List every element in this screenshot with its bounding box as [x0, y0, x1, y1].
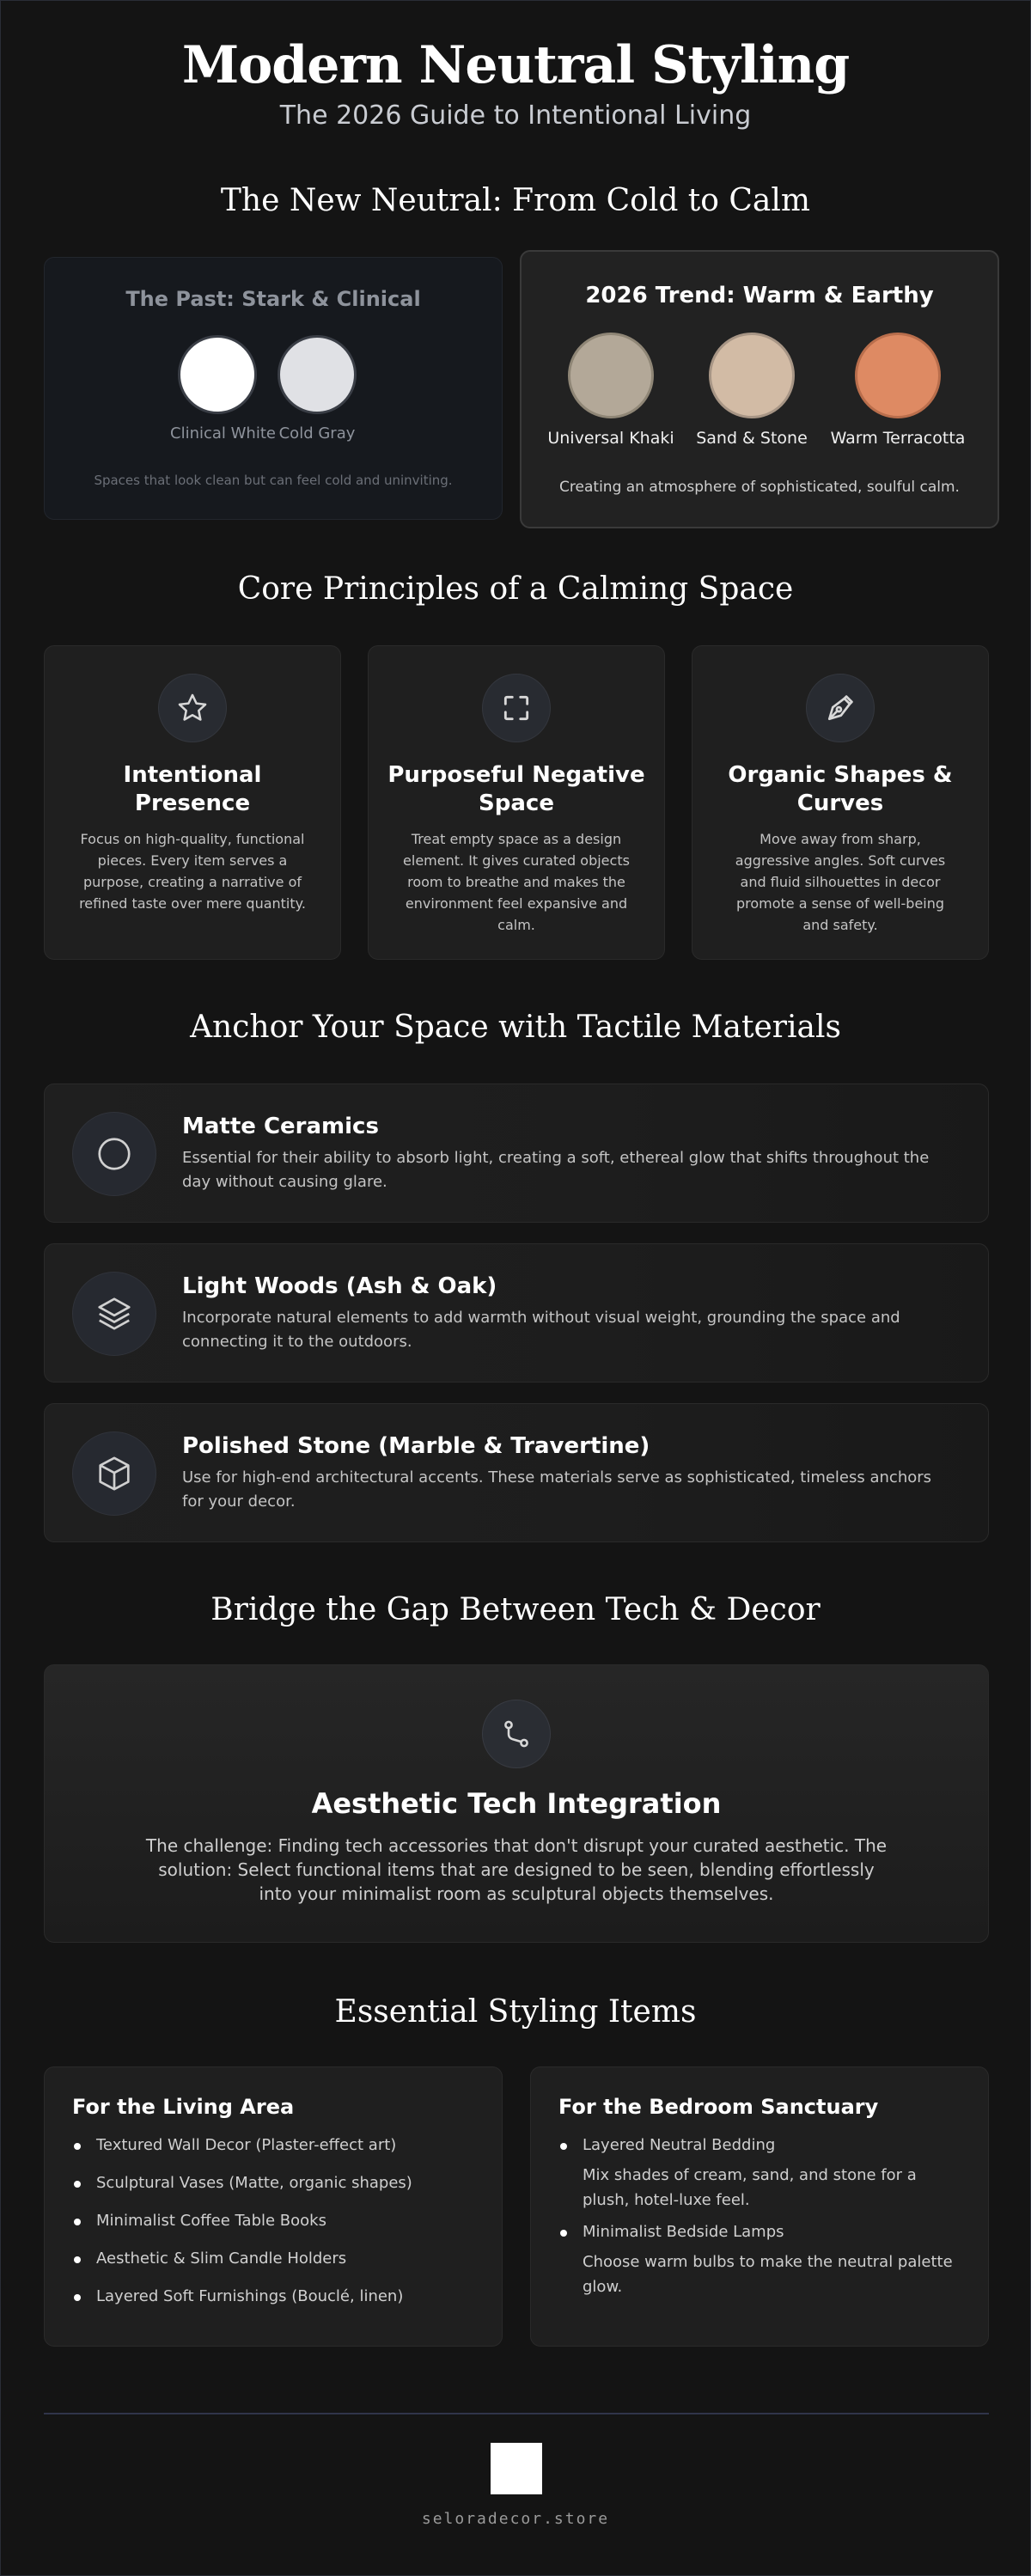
principle-desc: Focus on high-quality, functional pieces. Every item serves a purpose, creating a narrative of refined taste over mere quantity.: [79, 831, 306, 912]
palette-heading: The New Neutral: From Cold to Calm: [220, 183, 811, 218]
tech-title: Aesthetic Tech Integration: [311, 1787, 722, 1820]
swatch-color: [855, 333, 941, 418]
material-title: Light Woods (Ash & Oak): [182, 1273, 497, 1299]
principles-heading: Core Principles of a Calming Space: [237, 571, 794, 607]
past-card-title: The Past: Stark & Clinical: [125, 287, 421, 311]
swatch-universal-khaki: [546, 333, 676, 448]
essentials-heading: Essential Styling Items: [334, 1994, 697, 2030]
tech-integration-card: [44, 1664, 989, 1943]
principle-title: Intentional Presence: [123, 762, 262, 816]
pen-nib-icon: [806, 674, 875, 742]
swatch-label: Warm Terracotta: [830, 429, 966, 448]
route-icon: [482, 1700, 551, 1768]
list-item: Layered Neutral Bedding: [558, 2136, 962, 2154]
material-title: Polished Stone (Marble & Travertine): [182, 1433, 650, 1459]
list-item: Textured Wall Decor (Plaster-effect art): [72, 2136, 476, 2174]
trend-palette-card: [520, 250, 999, 528]
page-title: Modern Neutral Styling: [181, 35, 850, 95]
principle-card-intentional-presence: [44, 645, 341, 960]
swatch-label: Cold Gray: [278, 424, 356, 443]
list-item: Sculptural Vases (Matte, organic shapes): [72, 2174, 476, 2212]
list-item-note: Mix shades of cream, sand, and stone for a plush, hotel-luxe feel.: [583, 2166, 917, 2209]
list-item: Layered Soft Furnishings (Bouclé, linen): [72, 2287, 476, 2325]
past-palette-card: [44, 257, 503, 520]
list-item: Minimalist Coffee Table Books: [72, 2212, 476, 2249]
swatch-color: [709, 333, 795, 418]
swatch-color: [178, 335, 257, 414]
principle-desc: Move away from sharp, aggressive angles. Soft curves and fluid silhouettes in decor promote a sense of well-being and safety.: [735, 831, 946, 933]
material-desc: Use for high-end architectural accents. These materials serve as sophisticated, timeless anchors for your decor.: [182, 1468, 932, 1511]
material-card-polished-stone: [44, 1403, 989, 1542]
swatch-warm-terracotta: [827, 333, 968, 448]
page-subtitle: The 2026 Guide to Intentional Living: [279, 101, 752, 131]
logo: [491, 2443, 542, 2494]
living-area-title: For the Living Area: [72, 2095, 295, 2119]
layers-icon: [72, 1272, 156, 1356]
living-area-list: [72, 2136, 476, 2325]
bedroom-sanctuary-card: [530, 2066, 989, 2347]
trend-card-title: 2026 Trend: Warm & Earthy: [585, 283, 934, 308]
footer-divider: [44, 2413, 989, 2414]
tech-heading: Bridge the Gap Between Tech & Decor: [210, 1592, 821, 1627]
tech-desc: The challenge: Finding tech accessories that don't disrupt your curated aesthetic. The solution: Select functional items that are designed to be seen, blending effortlessly into your minimalist room as sculptural objects themselves.: [145, 1835, 888, 1904]
trend-card-note: Creating an atmosphere of sophisticated, soulful calm.: [559, 479, 960, 496]
footer-url[interactable]: seloradecor.store: [421, 2510, 610, 2528]
swatch-clinical-white: [170, 335, 276, 443]
principle-desc: Treat empty space as a design element. It gives curated objects room to breathe and makes the environment feel expansive and calm.: [403, 831, 630, 933]
material-card-light-woods: [44, 1243, 989, 1383]
swatch-label: Universal Khaki: [547, 429, 674, 448]
frame-corners-icon: [482, 674, 551, 742]
swatch-label: Sand & Stone: [696, 429, 808, 448]
cube-icon: [72, 1431, 156, 1516]
materials-heading: Anchor Your Space with Tactile Materials: [190, 1010, 841, 1045]
swatch-cold-gray: [270, 335, 364, 443]
material-desc: Incorporate natural elements to add warmth without visual weight, grounding the space and connecting it to the outdoors.: [182, 1309, 900, 1351]
material-title: Matte Ceramics: [182, 1114, 379, 1139]
material-desc: Essential for their ability to absorb light, creating a soft, ethereal glow that shifts throughout the day without causing glare.: [182, 1149, 930, 1191]
swatch-label: Clinical White: [170, 424, 276, 443]
bedroom-sanctuary-title: For the Bedroom Sanctuary: [558, 2095, 879, 2119]
material-card-matte-ceramics: [44, 1084, 989, 1223]
list-item: Minimalist Bedside Lamps: [558, 2223, 962, 2241]
circle-icon: [72, 1112, 156, 1196]
past-card-note: Spaces that look clean but can feel cold and uninviting.: [94, 473, 453, 488]
living-area-card: [44, 2066, 503, 2347]
principle-card-organic-shapes: [692, 645, 989, 960]
principle-card-negative-space: [368, 645, 665, 960]
principle-title: Purposeful Negative Space: [387, 762, 645, 816]
swatch-color: [278, 335, 357, 414]
swatch-sand-stone: [695, 333, 808, 448]
star-icon: [158, 674, 227, 742]
principle-title: Organic Shapes & Curves: [728, 762, 953, 816]
list-item: Aesthetic & Slim Candle Holders: [72, 2249, 476, 2287]
list-item-note: Choose warm bulbs to make the neutral palette glow.: [583, 2253, 953, 2296]
swatch-color: [568, 333, 654, 418]
bedroom-sanctuary-list: [558, 2136, 962, 2310]
